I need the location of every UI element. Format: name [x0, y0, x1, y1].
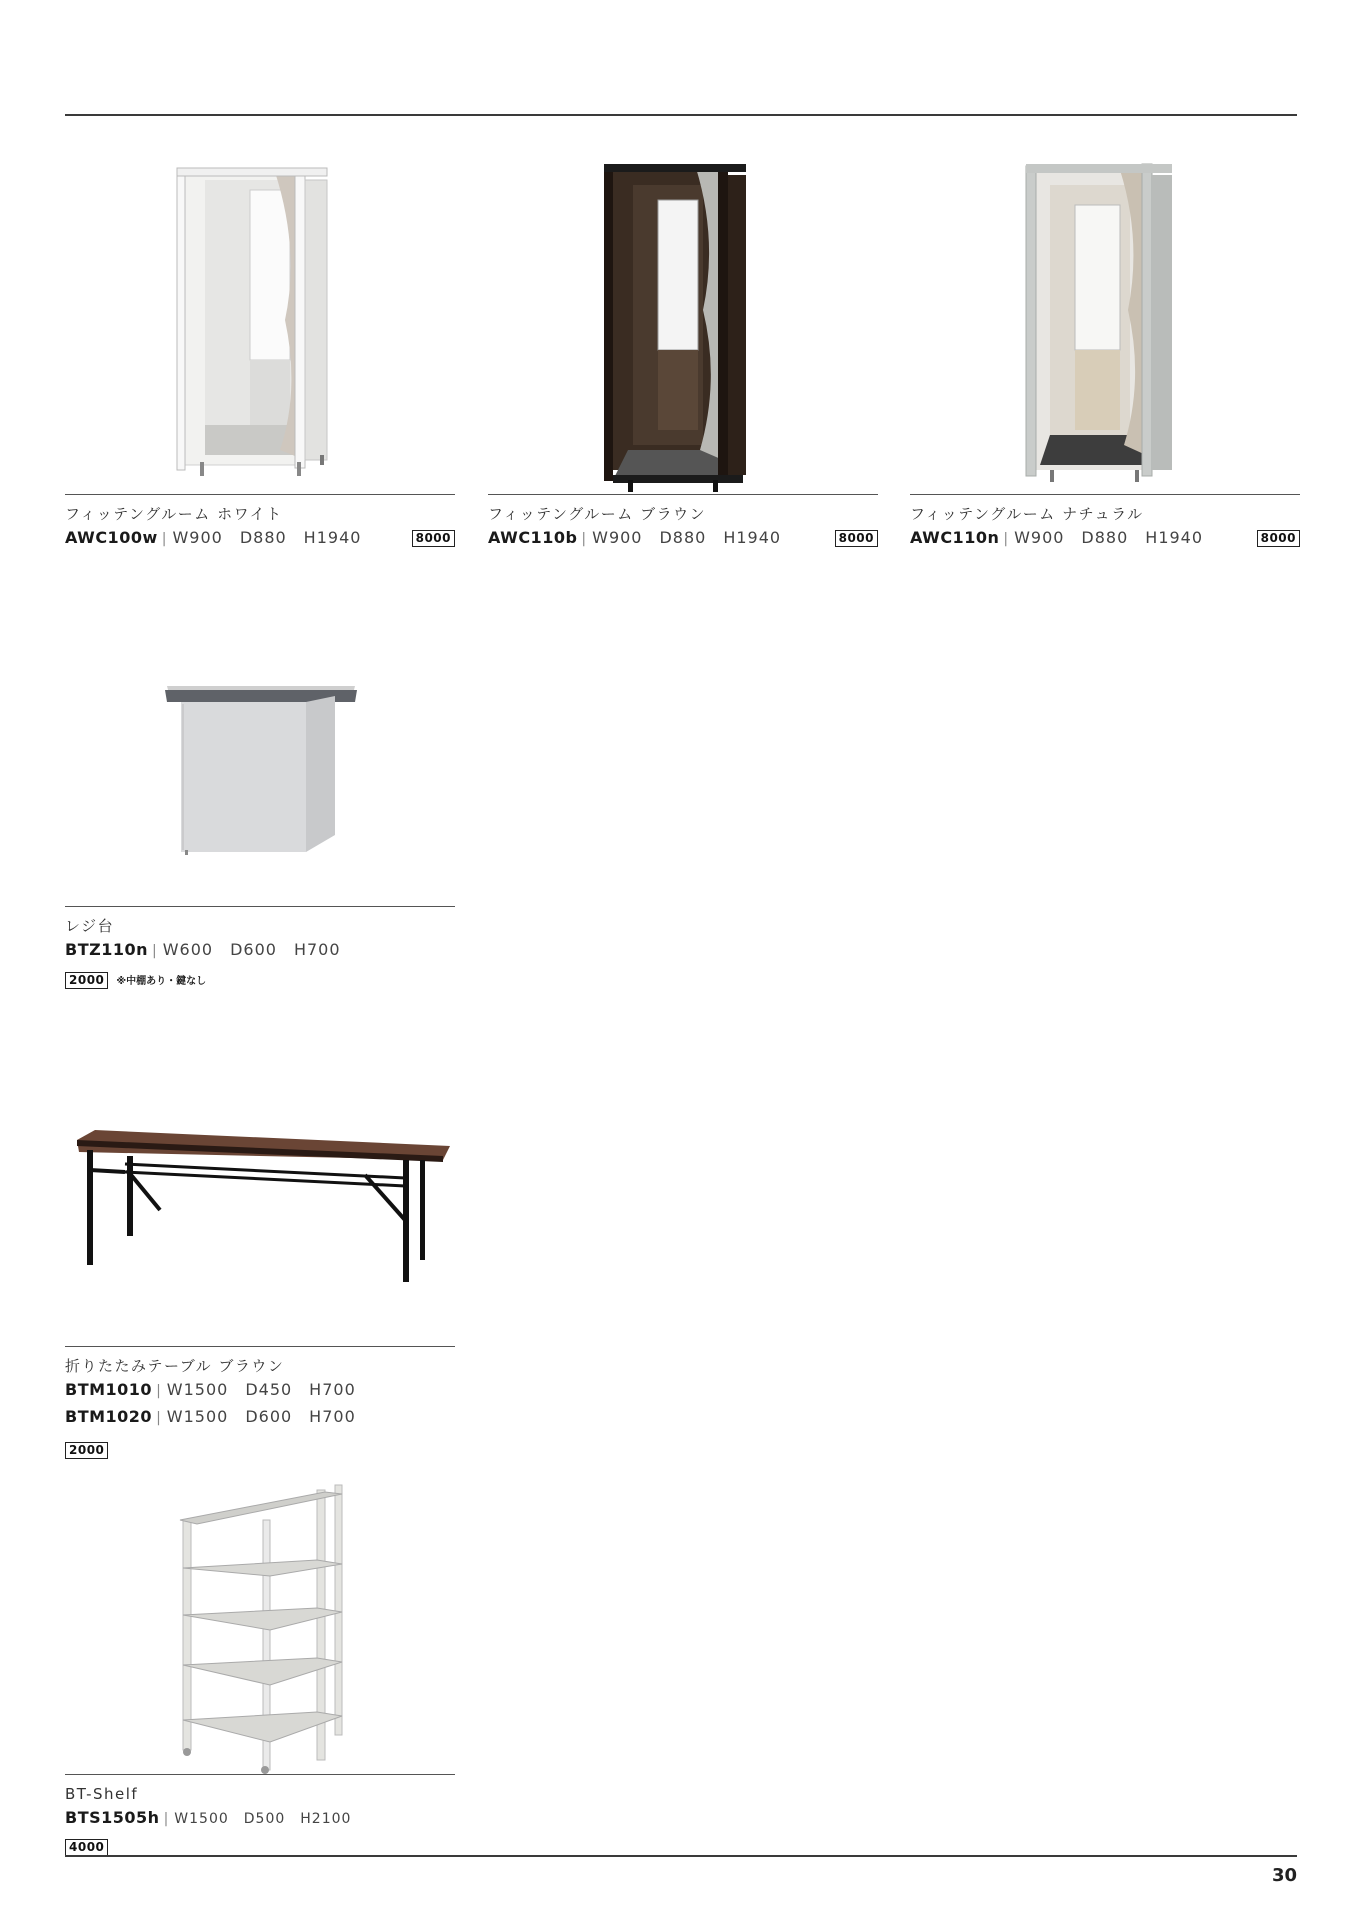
separator: |	[156, 1410, 162, 1426]
item-divider	[65, 494, 455, 495]
dimensions: W1500 D450 H700	[166, 1380, 356, 1399]
shelf-image	[65, 1480, 455, 1774]
product-image	[65, 1480, 455, 1774]
dimensions: W600 D600 H700	[162, 940, 341, 959]
product-bts1505h	[65, 1480, 455, 1856]
spec-line	[65, 1377, 455, 1404]
separator: |	[581, 531, 588, 547]
spec-line	[65, 1805, 455, 1832]
spec-line	[65, 937, 455, 964]
separator: |	[161, 531, 168, 547]
spec-line	[488, 525, 878, 552]
price-badge: 2000	[65, 972, 108, 989]
fitting-room-brown-image	[488, 130, 878, 494]
product-code: BTM1020	[65, 1407, 153, 1426]
price-badge: 8000	[835, 530, 878, 547]
price-row	[65, 1439, 455, 1459]
separator: |	[163, 1811, 170, 1827]
dimensions: W1500 D600 H700	[166, 1407, 356, 1426]
product-code: BTM1010	[65, 1380, 153, 1399]
spec-line	[65, 525, 455, 552]
dimensions: W900 D880 H1940	[592, 528, 782, 547]
page-number: 30	[1271, 1865, 1297, 1886]
product-image	[65, 130, 455, 494]
product-awc110n	[910, 130, 1300, 552]
item-divider	[488, 494, 878, 495]
price-badge: 4000	[65, 1839, 108, 1856]
item-divider	[65, 1346, 455, 1347]
product-image	[65, 1060, 455, 1346]
product-name: フィッテングルーム ホワイト	[65, 505, 283, 523]
product-btm1010	[65, 1060, 455, 1459]
product-image	[488, 130, 878, 494]
fitting-room-white-image	[65, 130, 455, 494]
product-name: 折りたたみテーブル ブラウン	[65, 1357, 285, 1375]
dimensions: W1500 D500 H2100	[174, 1811, 352, 1827]
price-row	[65, 1836, 455, 1856]
price-badge: 8000	[1257, 530, 1300, 547]
spec-line	[910, 525, 1300, 552]
dimensions: W900 D880 H1940	[172, 528, 362, 547]
product-code: BTZ110n	[65, 940, 148, 959]
product-image	[65, 630, 455, 906]
product-name: フィッテングルーム ブラウン	[488, 505, 707, 523]
price-badge: 8000	[412, 530, 455, 547]
top-rule	[65, 114, 1297, 116]
product-btz110n	[65, 630, 455, 989]
product-code: AWC110b	[488, 528, 578, 547]
item-divider	[65, 906, 455, 907]
product-name: BT-Shelf	[65, 1785, 139, 1803]
product-code: BTS1505h	[65, 1808, 160, 1827]
product-awc110b	[488, 130, 878, 552]
item-divider	[910, 494, 1300, 495]
folding-table-image	[65, 1060, 455, 1346]
product-awc100w	[65, 130, 455, 552]
item-divider	[65, 1774, 455, 1775]
spec-line	[65, 1404, 455, 1431]
product-code: AWC100w	[65, 528, 158, 547]
product-note: ※中棚あり・鍵なし	[116, 976, 207, 987]
price-badge: 2000	[65, 1442, 108, 1459]
dimensions: W900 D880 H1940	[1014, 528, 1204, 547]
product-image	[910, 130, 1300, 494]
fitting-room-natural-image	[910, 130, 1300, 494]
product-name: フィッテングルーム ナチュラル	[910, 505, 1144, 523]
product-code: AWC110n	[910, 528, 1000, 547]
register-counter-image	[65, 630, 455, 906]
separator: |	[1003, 531, 1010, 547]
price-row	[65, 969, 455, 989]
product-name: レジ台	[65, 917, 115, 935]
separator: |	[156, 1383, 162, 1399]
bottom-rule	[65, 1855, 1297, 1857]
separator: |	[152, 943, 158, 959]
